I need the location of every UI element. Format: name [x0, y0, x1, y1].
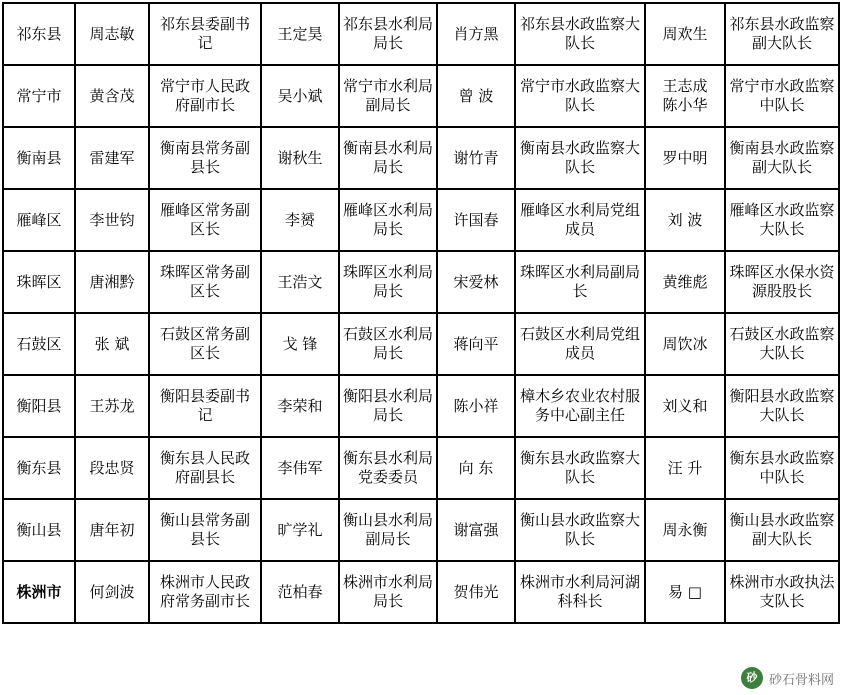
table-cell: 石鼓区常务副区长: [149, 313, 261, 375]
table-cell: 刘义和: [645, 375, 725, 437]
table-cell: 衡山县水利局副局长: [339, 499, 437, 561]
table-cell: 珠晖区水利局局长: [339, 251, 437, 313]
table-cell: 王定昊: [261, 3, 339, 65]
table-cell: 祁东县水政监察大队长: [515, 3, 645, 65]
table-cell: 雁峰区水政监察大队长: [725, 189, 839, 251]
table-cell: 雷建军: [75, 127, 149, 189]
table-cell: 周永衡: [645, 499, 725, 561]
table-cell: 衡阳县水政监察大队长: [725, 375, 839, 437]
table-cell: 衡南县水利局局长: [339, 127, 437, 189]
table-cell: 常宁市水政监察中队长: [725, 65, 839, 127]
table-cell: 戈 锋: [261, 313, 339, 375]
table-cell: 衡东县水政监察中队长: [725, 437, 839, 499]
table-cell: 石鼓区水利局党组成员: [515, 313, 645, 375]
table-row: [3, 437, 839, 499]
table-cell: 珠晖区常务副区长: [149, 251, 261, 313]
table-cell: 李赟: [261, 189, 339, 251]
table-cell: 株洲市水利局河湖科科长: [515, 561, 645, 623]
table-cell: 曾 波: [437, 65, 515, 127]
table-cell: 蒋向平: [437, 313, 515, 375]
table-cell: 谢竹青: [437, 127, 515, 189]
table-cell: 衡山县水政监察大队长: [515, 499, 645, 561]
table-cell: 黄维彪: [645, 251, 725, 313]
table-row: [3, 65, 839, 127]
table-row: [3, 189, 839, 251]
table-cell: 樟木乡农业农村服务中心副主任: [515, 375, 645, 437]
table-cell: 衡阳县: [3, 375, 75, 437]
table-cell: 王苏龙: [75, 375, 149, 437]
table-row: [3, 499, 839, 561]
table-cell: 衡山县: [3, 499, 75, 561]
table-cell: 王志成 陈小华: [645, 65, 725, 127]
table-cell: 祁东县: [3, 3, 75, 65]
table-cell: 李伟军: [261, 437, 339, 499]
table-cell: 雁峰区水利局党组成员: [515, 189, 645, 251]
table-cell: 张 斌: [75, 313, 149, 375]
table-cell: 衡阳县水利局局长: [339, 375, 437, 437]
table-cell: 范柏春: [261, 561, 339, 623]
table-cell: 罗中明: [645, 127, 725, 189]
table-cell: 祁东县水政监察副大队长: [725, 3, 839, 65]
table-row: [3, 127, 839, 189]
table-cell: 肖方黑: [437, 3, 515, 65]
table-cell: 易 □: [645, 561, 725, 623]
table-body: [3, 3, 839, 623]
table-cell: 何剑波: [75, 561, 149, 623]
table-row: [3, 251, 839, 313]
table-cell: 珠晖区水保水资源股股长: [725, 251, 839, 313]
table-cell: 珠晖区: [3, 251, 75, 313]
table-cell: 谢富强: [437, 499, 515, 561]
table-cell: 向 东: [437, 437, 515, 499]
table-cell: 唐湘黔: [75, 251, 149, 313]
table-cell: 衡山县常务副县长: [149, 499, 261, 561]
table-cell: 株洲市水利局局长: [339, 561, 437, 623]
table-cell: 吴小斌: [261, 65, 339, 127]
table-cell: 贺伟光: [437, 561, 515, 623]
table-cell: 汪 升: [645, 437, 725, 499]
table-cell: 周志敏: [75, 3, 149, 65]
table-cell: 常宁市人民政府副市长: [149, 65, 261, 127]
table-row: [3, 3, 839, 65]
table-cell: 段忠贤: [75, 437, 149, 499]
table-cell: 祁东县委副书记: [149, 3, 261, 65]
table-cell: 陈小祥: [437, 375, 515, 437]
watermark-label: 砂石骨料网: [768, 672, 834, 688]
table-cell: 衡南县常务副县长: [149, 127, 261, 189]
table-cell: 谢秋生: [261, 127, 339, 189]
table-cell: 石鼓区水利局局长: [339, 313, 437, 375]
table-cell: 石鼓区水政监察大队长: [725, 313, 839, 375]
table-cell: 刘 波: [645, 189, 725, 251]
table-cell: 祁东县水利局局长: [339, 3, 437, 65]
wechat-logo-icon: 砂: [741, 667, 763, 689]
table-row: [3, 561, 839, 623]
table-cell: 衡南县水政监察副大队长: [725, 127, 839, 189]
table-cell: 李世钧: [75, 189, 149, 251]
table-cell: 株洲市水政执法支队长: [725, 561, 839, 623]
table-row: [3, 375, 839, 437]
table-cell: 衡东县人民政府副县长: [149, 437, 261, 499]
table-cell: 王浩文: [261, 251, 339, 313]
table-cell: 常宁市: [3, 65, 75, 127]
table-cell: 衡东县水利局党委委员: [339, 437, 437, 499]
table-cell: 周饮冰: [645, 313, 725, 375]
table-cell: 衡阳县委副书记: [149, 375, 261, 437]
watermark: [737, 665, 838, 691]
table-cell: 衡南县水政监察大队长: [515, 127, 645, 189]
table-cell: 常宁市水政监察大队长: [515, 65, 645, 127]
table-cell: 许国春: [437, 189, 515, 251]
table-cell: 周欢生: [645, 3, 725, 65]
table-cell: 雁峰区水利局局长: [339, 189, 437, 251]
table-cell: 黄含茂: [75, 65, 149, 127]
table-cell: 常宁市水利局副局长: [339, 65, 437, 127]
table-cell: 旷学礼: [261, 499, 339, 561]
table-cell: 李荣和: [261, 375, 339, 437]
table-cell: 珠晖区水利局副局长: [515, 251, 645, 313]
table-cell: 衡南县: [3, 127, 75, 189]
personnel-table: [2, 2, 840, 624]
table-cell: 唐年初: [75, 499, 149, 561]
table-cell: 衡山县水政监察副大队长: [725, 499, 839, 561]
table-cell: 衡东县水政监察大队长: [515, 437, 645, 499]
table-cell: 株洲市: [3, 561, 75, 623]
table-cell: 雁峰区: [3, 189, 75, 251]
table-cell: 石鼓区: [3, 313, 75, 375]
table-cell: 衡东县: [3, 437, 75, 499]
table-row: [3, 313, 839, 375]
table-cell: 株洲市人民政府常务副市长: [149, 561, 261, 623]
table-cell: 雁峰区常务副区长: [149, 189, 261, 251]
table-cell: 宋爱林: [437, 251, 515, 313]
